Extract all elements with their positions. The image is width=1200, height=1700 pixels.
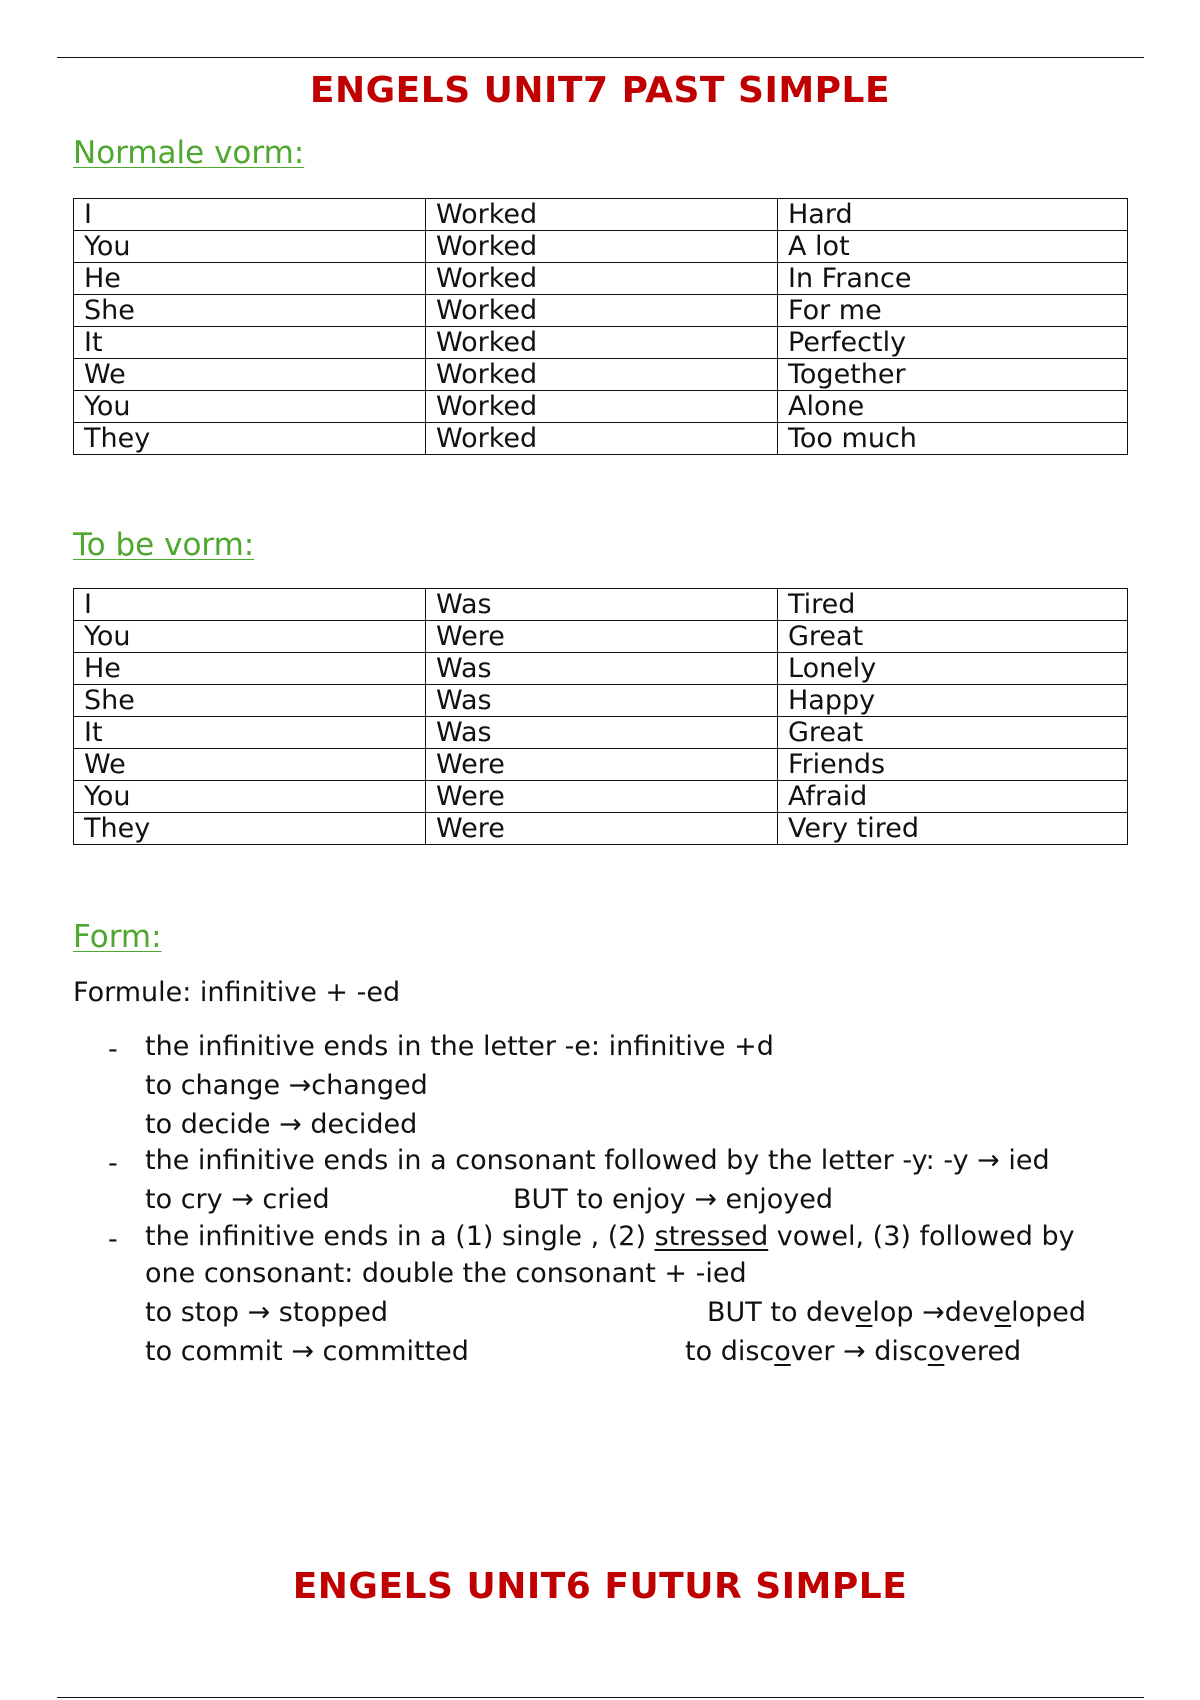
to-be-form-table (73, 588, 1128, 845)
table-cell: Together (778, 359, 1128, 391)
text-segment: BUT to dev (707, 1297, 856, 1328)
table-cell: Too much (778, 423, 1128, 455)
table-cell: It (74, 717, 426, 749)
stressed-vowel: e (855, 1297, 873, 1328)
table-cell: Was (426, 717, 778, 749)
table-cell: Were (426, 781, 778, 813)
rule-2-example-1: to cry → cried (145, 1184, 330, 1215)
table-cell: Hard (778, 199, 1128, 231)
normal-form-heading: Normale vorm: (73, 135, 305, 171)
list-bullet: - (108, 1224, 118, 1255)
table-cell: You (74, 781, 426, 813)
table-row (74, 717, 1128, 749)
table-row (74, 423, 1128, 455)
table-cell: Very tired (778, 813, 1128, 845)
text-segment: vered (944, 1336, 1022, 1367)
table-row (74, 749, 1128, 781)
table-cell: Was (426, 653, 778, 685)
table-row (74, 391, 1128, 423)
list-bullet: - (108, 1034, 118, 1065)
table-cell: Lonely (778, 653, 1128, 685)
table-cell: Worked (426, 263, 778, 295)
text-segment: to disc (685, 1336, 775, 1367)
table-cell: In France (778, 263, 1128, 295)
table-cell: Great (778, 621, 1128, 653)
table-cell: Friends (778, 749, 1128, 781)
table-cell: Worked (426, 391, 778, 423)
rule-3-text (145, 1221, 1075, 1252)
table-cell: He (74, 653, 426, 685)
rule-1-text: the infinitive ends in the letter -e: infinitive +d (145, 1031, 774, 1062)
table-cell: Was (426, 589, 778, 621)
rule-3-example-3: to commit → committed (145, 1336, 469, 1367)
formula-text: Formule: infinitive + -ed (73, 977, 401, 1008)
table-row (74, 359, 1128, 391)
normal-form-table (73, 198, 1128, 455)
table-cell: You (74, 231, 426, 263)
table-cell: Worked (426, 359, 778, 391)
table-cell: Were (426, 749, 778, 781)
text-segment: lop →dev (872, 1297, 995, 1328)
table-cell: It (74, 327, 426, 359)
top-rule (57, 57, 1144, 58)
table-row (74, 781, 1128, 813)
to-be-form-heading: To be vorm: (73, 527, 255, 563)
table-row (74, 589, 1128, 621)
table-cell: We (74, 749, 426, 781)
table-row (74, 653, 1128, 685)
table-cell: We (74, 359, 426, 391)
table-cell: Worked (426, 199, 778, 231)
text-segment: loped (1011, 1297, 1087, 1328)
stressed-vowel: o (927, 1336, 945, 1367)
table-cell: A lot (778, 231, 1128, 263)
table-cell: You (74, 621, 426, 653)
table-row (74, 199, 1128, 231)
table-cell: Were (426, 813, 778, 845)
table-cell: Tired (778, 589, 1128, 621)
stressed-vowel: e (994, 1297, 1012, 1328)
table-cell: Perfectly (778, 327, 1128, 359)
table-cell: Alone (778, 391, 1128, 423)
table-cell: Worked (426, 423, 778, 455)
table-cell: She (74, 685, 426, 717)
table-row (74, 295, 1128, 327)
table-row (74, 813, 1128, 845)
table-row (74, 327, 1128, 359)
table-cell: Were (426, 621, 778, 653)
table-cell: Worked (426, 327, 778, 359)
table-row (74, 621, 1128, 653)
rule-2-example-2: BUT to enjoy → enjoyed (513, 1184, 834, 1215)
table-cell: Worked (426, 295, 778, 327)
table-cell: Great (778, 717, 1128, 749)
table-cell: I (74, 199, 426, 231)
text-segment: ver → disc (790, 1336, 928, 1367)
table-cell: They (74, 813, 426, 845)
table-row (74, 263, 1128, 295)
table-cell: You (74, 391, 426, 423)
table-cell: Afraid (778, 781, 1128, 813)
rule-1-example-2: to decide → decided (145, 1109, 418, 1140)
stressed-vowel: o (774, 1336, 791, 1367)
rule-3-text-line-2: one consonant: double the consonant + -ied (145, 1258, 747, 1289)
table-cell: He (74, 263, 426, 295)
list-bullet: - (108, 1148, 118, 1179)
next-unit-title: ENGELS UNIT6 FUTUR SIMPLE (292, 1566, 908, 1607)
rule-3-example-1: to stop → stopped (145, 1297, 388, 1328)
rule-3-example-2 (707, 1297, 1086, 1328)
rule-3-example-4 (685, 1336, 1021, 1367)
table-cell: Was (426, 685, 778, 717)
bottom-rule (57, 1697, 1144, 1698)
rule-3-text-post: vowel, (3) followed by (768, 1221, 1075, 1252)
stressed-word: stressed (654, 1221, 769, 1252)
table-row (74, 231, 1128, 263)
rule-3-text-pre: the infinitive ends in a (1) single , (2) (145, 1221, 655, 1252)
table-cell: I (74, 589, 426, 621)
rule-2-text: the infinitive ends in a consonant followed by the letter -y: -y → ied (145, 1145, 1050, 1176)
table-cell: She (74, 295, 426, 327)
table-row (74, 685, 1128, 717)
table-cell: For me (778, 295, 1128, 327)
table-cell: Worked (426, 231, 778, 263)
table-cell: They (74, 423, 426, 455)
table-cell: Happy (778, 685, 1128, 717)
rule-1-example-1: to change →changed (145, 1070, 428, 1101)
page-title: ENGELS UNIT7 PAST SIMPLE (309, 70, 891, 111)
form-heading: Form: (73, 919, 162, 955)
